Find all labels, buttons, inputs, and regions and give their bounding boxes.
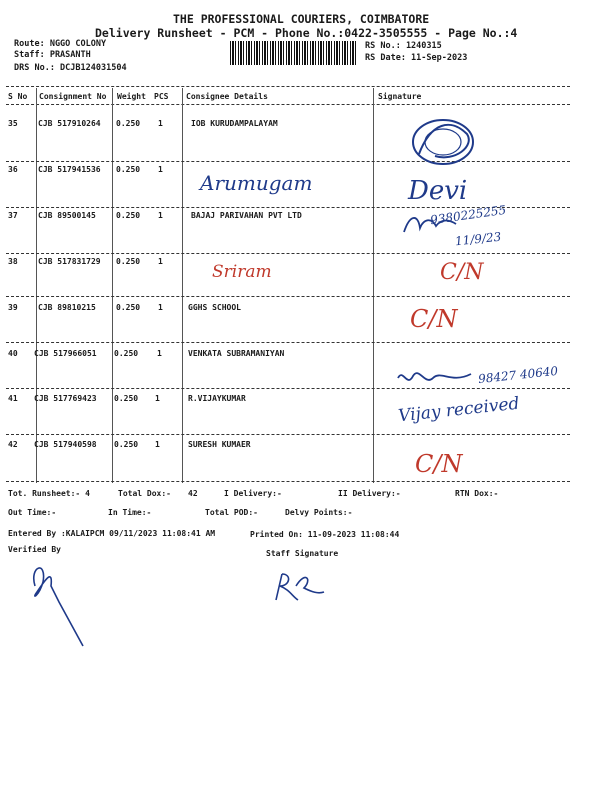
row-pcs: 1 — [158, 165, 163, 174]
row-weight: 0.250 — [114, 440, 139, 449]
row-weight: 0.250 — [116, 119, 141, 128]
row-consignment: CJB 89810215 — [38, 303, 96, 312]
handwritten-consignee: Sriram — [212, 262, 272, 282]
in-time-label: In Time:- — [108, 508, 152, 517]
staff-signature-label: Staff Signature — [266, 549, 339, 558]
table-bottom-divider — [6, 481, 570, 482]
row-consignee: BAJAJ PARIVAHAN PVT LTD — [191, 211, 302, 220]
col-header-consignment: Consignment No — [39, 92, 107, 101]
row-sno: 35 — [8, 119, 18, 128]
signature-row-37-phone: 9380225255 — [429, 202, 507, 228]
table-top-divider — [6, 86, 570, 87]
route-label: Route: NGGO COLONY — [14, 39, 107, 49]
signature-row-39: C/N — [410, 305, 458, 333]
company-title: THE PROFESSIONAL COURIERS, COIMBATORE — [173, 12, 430, 26]
i-delivery-label: I Delivery:- — [224, 489, 282, 498]
column-divider — [182, 88, 183, 483]
row-sno: 38 — [8, 257, 18, 266]
row-sno: 42 — [8, 440, 18, 449]
row-weight: 0.250 — [114, 349, 139, 358]
out-time-label: Out Time:- — [8, 508, 57, 517]
verifier-signature-icon — [25, 556, 95, 651]
row-weight: 0.250 — [116, 257, 141, 266]
row-divider — [6, 342, 570, 343]
row-consignee: IOB KURUDAMPALAYAM — [191, 119, 278, 128]
row-sno: 41 — [8, 394, 18, 403]
row-consignment: CJB 517941536 — [38, 165, 101, 174]
row-pcs: 1 — [158, 303, 163, 312]
row-pcs: 1 — [158, 119, 163, 128]
rs-number: RS No.: 1240315 — [365, 41, 442, 51]
row-consignment: CJB 517831729 — [38, 257, 101, 266]
staff-signature-icon — [268, 566, 328, 606]
row-consignee: R.VIJAYKUMAR — [188, 394, 246, 403]
entered-by: Entered By :KALAIPCM 09/11/2023 11:08:41 AM — [8, 529, 216, 538]
col-header-weight: Weight — [117, 92, 146, 101]
rs-date: RS Date: 11-Sep-2023 — [365, 53, 468, 63]
column-divider — [36, 88, 37, 483]
row-consignee: GGHS SCHOOL — [188, 303, 241, 312]
col-header-sno: S No — [8, 92, 28, 101]
runsheet-title-line: Delivery Runsheet - PCM - Phone No.:0422-3505555 - Page No.:4 — [95, 26, 518, 40]
signature-row-36: Devi — [408, 176, 468, 206]
row-consignee: VENKATA SUBRAMANIYAN — [188, 349, 285, 358]
signature-row-42: C/N — [415, 450, 463, 478]
row-divider — [6, 434, 570, 435]
col-header-consignee: Consignee Details — [186, 92, 268, 101]
row-pcs: 1 — [158, 257, 163, 266]
row-pcs: 1 — [157, 349, 162, 358]
printed-on: Printed On: 11-09-2023 11:08:44 — [250, 530, 400, 539]
row-weight: 0.250 — [114, 394, 139, 403]
total-dox-label: Total Dox:- — [118, 489, 171, 498]
rubber-stamp-icon — [405, 112, 485, 172]
col-header-signature: Signature — [378, 92, 422, 101]
signature-row-40-phone: 98427 40640 — [477, 363, 559, 387]
row-divider — [6, 388, 570, 389]
drs-number: DRS No.: DCJB124031504 — [14, 63, 127, 73]
column-divider — [112, 88, 113, 483]
row-consignment: CJB 517910264 — [38, 119, 101, 128]
staff-label: Staff: PRASANTH — [14, 50, 91, 60]
row-pcs: 1 — [158, 211, 163, 220]
row-sno: 36 — [8, 165, 18, 174]
row-weight: 0.250 — [116, 165, 141, 174]
verified-by-label: Verified By — [8, 545, 61, 554]
row-consignment: CJB 517940598 — [34, 440, 97, 449]
row-pcs: 1 — [155, 394, 160, 403]
total-runsheet: Tot. Runsheet:- 4 — [8, 489, 90, 498]
total-pod-label: Total POD:- — [205, 508, 258, 517]
column-divider — [373, 88, 374, 483]
signature-row-41: Vijay received — [397, 393, 521, 427]
handwritten-consignee: Arumugam — [200, 171, 313, 195]
row-consignment: CJB 517966051 — [34, 349, 97, 358]
table-header-divider — [6, 104, 570, 105]
signature-scribble-icon — [395, 366, 475, 390]
signature-row-38: C/N — [440, 260, 484, 285]
row-divider — [6, 296, 570, 297]
col-header-pcs: PCS — [154, 92, 169, 101]
row-sno: 39 — [8, 303, 18, 312]
row-divider — [6, 253, 570, 254]
rtn-dox-label: RTN Dox:- — [455, 489, 499, 498]
row-consignee: SURESH KUMAER — [188, 440, 251, 449]
signature-row-37-date: 11/9/23 — [454, 229, 502, 249]
row-consignment: CJB 89500145 — [38, 211, 96, 220]
barcode — [230, 41, 358, 65]
row-sno: 40 — [8, 349, 18, 358]
ii-delivery-label: II Delivery:- — [338, 489, 401, 498]
row-weight: 0.250 — [116, 211, 141, 220]
total-dox-value: 42 — [188, 489, 198, 498]
row-weight: 0.250 — [116, 303, 141, 312]
row-pcs: 1 — [155, 440, 160, 449]
row-divider — [6, 161, 570, 162]
row-consignment: CJB 517769423 — [34, 394, 97, 403]
delvy-points-label: Delvy Points:- — [285, 508, 353, 517]
row-sno: 37 — [8, 211, 18, 220]
